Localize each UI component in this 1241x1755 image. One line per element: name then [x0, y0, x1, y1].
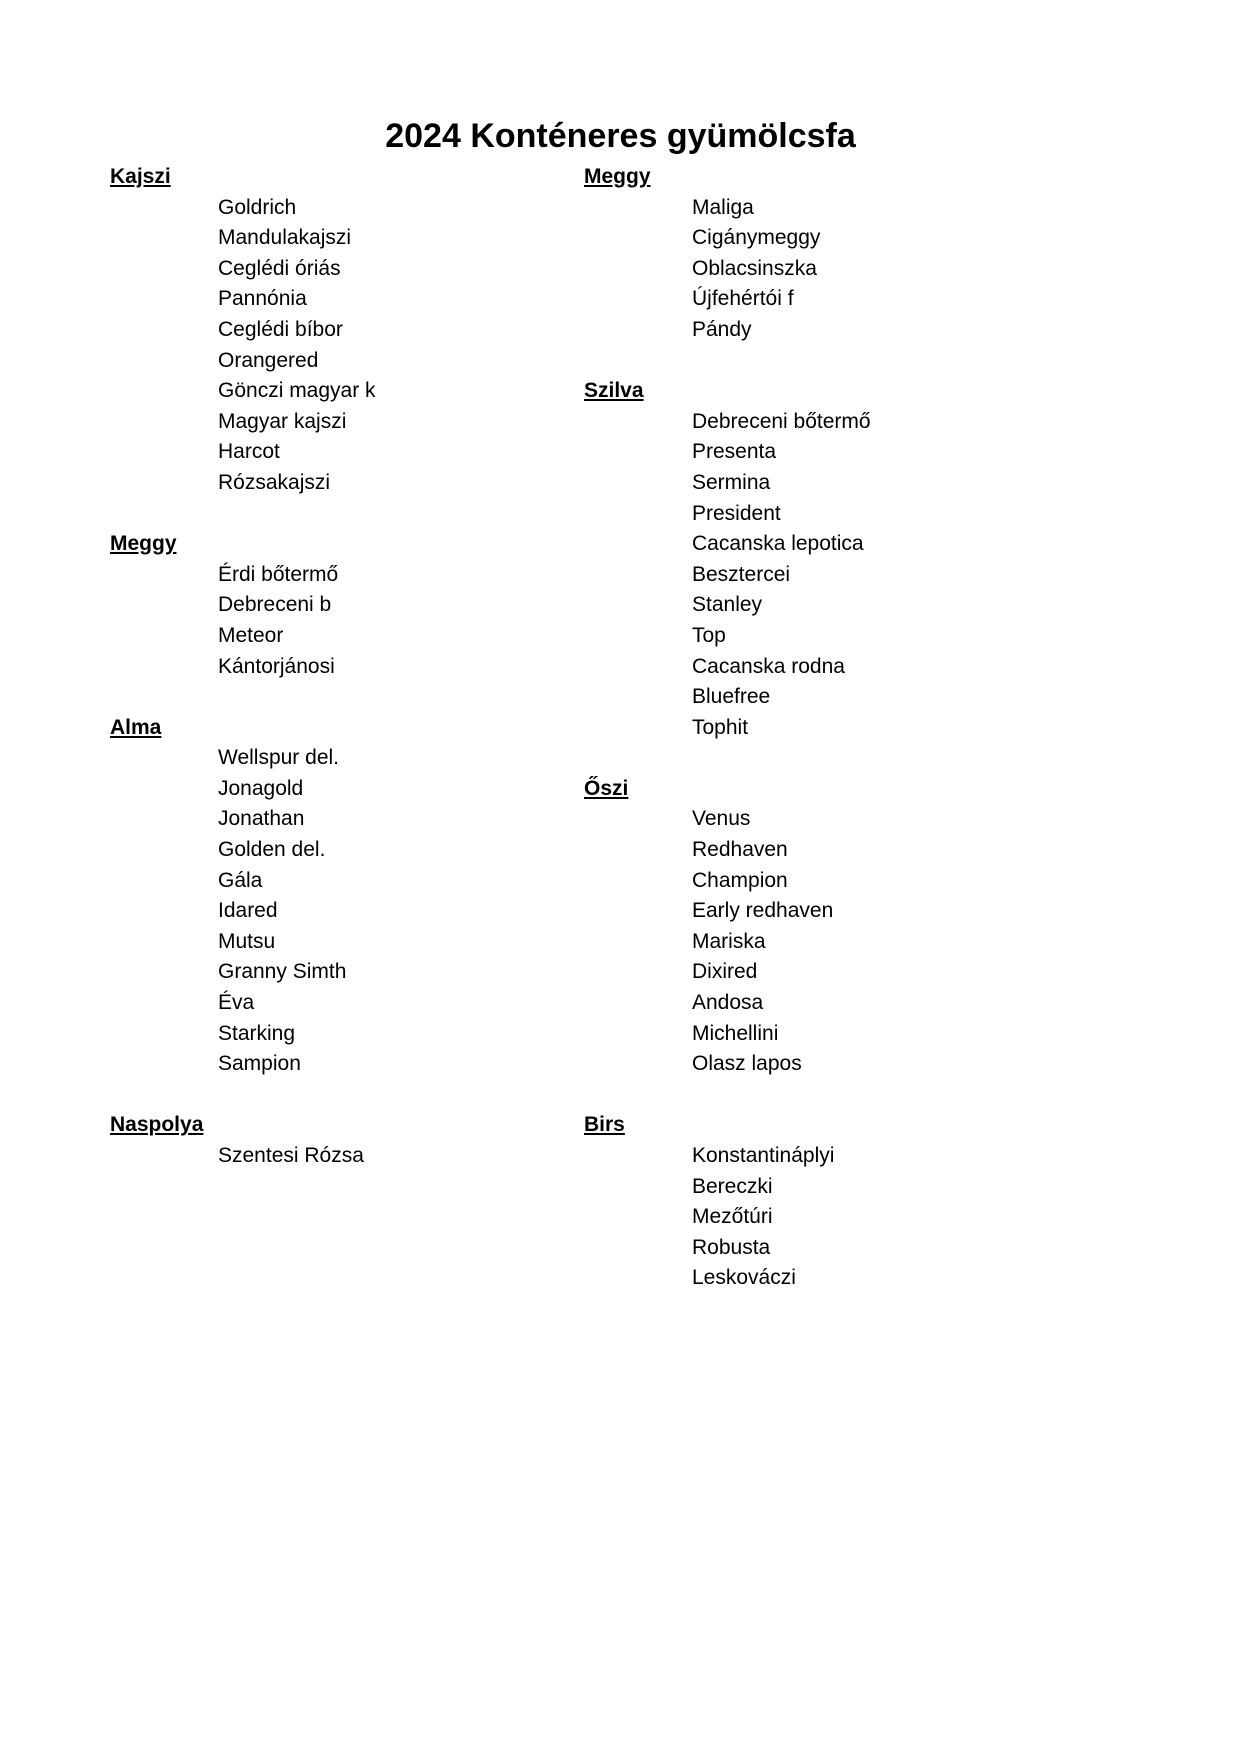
variety-item: Magyar kajszi	[218, 409, 347, 433]
variety-item: Újfehértói f	[692, 287, 794, 311]
variety-item: Meteor	[218, 623, 284, 647]
variety-item: Maliga	[692, 195, 754, 219]
variety-item: Orangered	[218, 348, 319, 372]
variety-item: Cacanska lepotica	[692, 532, 864, 556]
variety-item: Wellspur del.	[218, 746, 339, 770]
variety-item: Jonagold	[218, 776, 304, 800]
variety-item: Ceglédi óriás	[218, 256, 341, 280]
variety-item: Éva	[218, 991, 255, 1015]
category-heading: Naspolya	[110, 1113, 204, 1137]
variety-item: Cigánymeggy	[692, 226, 821, 250]
variety-item: Bereczki	[692, 1174, 773, 1198]
variety-item: Debreceni bőtermő	[692, 409, 871, 433]
variety-item: Sampion	[218, 1052, 301, 1076]
spacer	[110, 499, 570, 530]
spacer	[110, 1080, 570, 1111]
variety-item: Dixired	[692, 960, 758, 984]
variety-item: Mariska	[692, 929, 766, 953]
variety-item: Debreceni b	[218, 593, 332, 617]
variety-item: Pándy	[692, 317, 752, 341]
variety-item: Oblacsinszka	[692, 256, 817, 280]
variety-item: Szentesi Rózsa	[218, 1144, 364, 1167]
variety-item: Presenta	[692, 440, 777, 464]
variety-item: Golden del.	[218, 838, 326, 862]
variety-item: Gönczi magyar k	[218, 379, 376, 403]
spacer	[110, 682, 570, 713]
variety-item: Mandulakajszi	[218, 226, 352, 250]
category-heading: Meggy	[584, 165, 651, 188]
variety-item: Starking	[218, 1021, 296, 1045]
category-heading: Alma	[110, 715, 162, 739]
variety-item: Ceglédi bíbor	[218, 317, 343, 341]
category-heading: Birs	[584, 1113, 625, 1137]
variety-item: Robusta	[692, 1235, 771, 1259]
variety-item: Rózsakajszi	[218, 470, 331, 494]
variety-item: Olasz lapos	[692, 1052, 802, 1076]
variety-item: Redhaven	[692, 838, 788, 862]
variety-item: Besztercei	[692, 562, 791, 586]
variety-item: Mezőtúri	[692, 1205, 773, 1229]
variety-item: Gála	[218, 868, 263, 892]
right-column	[584, 162, 1044, 1294]
variety-item: Leskováczi	[692, 1266, 796, 1290]
variety-item: President	[692, 501, 781, 525]
category-heading: Szilva	[584, 379, 644, 403]
variety-item: Konstantináplyi	[692, 1144, 835, 1167]
variety-item: Early redhaven	[692, 899, 834, 923]
variety-item: Bluefree	[692, 685, 771, 709]
left-column	[110, 162, 570, 1172]
variety-item: Goldrich	[218, 195, 297, 219]
category-heading: Meggy	[110, 532, 177, 556]
variety-item: Champion	[692, 868, 788, 892]
variety-item: Harcot	[218, 440, 280, 464]
variety-item: Jonathan	[218, 807, 305, 831]
variety-item: Michellini	[692, 1021, 779, 1045]
variety-item: Érdi bőtermő	[218, 562, 339, 586]
spacer	[584, 743, 1044, 774]
variety-item: Kántorjánosi	[218, 654, 335, 678]
category-heading: Kajszi	[110, 165, 171, 188]
variety-item: Granny Simth	[218, 960, 347, 984]
variety-item: Venus	[692, 807, 751, 831]
variety-item: Mutsu	[218, 929, 276, 953]
variety-item: Pannónia	[218, 287, 307, 311]
variety-item: Andosa	[692, 991, 764, 1015]
variety-item: Stanley	[692, 593, 763, 617]
spacer	[584, 1080, 1044, 1111]
variety-item: Tophit	[692, 715, 749, 739]
variety-item: Top	[692, 623, 726, 647]
category-heading: Őszi	[584, 776, 629, 800]
variety-item: Cacanska rodna	[692, 654, 845, 678]
variety-item: Sermina	[692, 470, 771, 494]
page-title: 2024 Konténeres gyümölcsfa	[385, 117, 856, 155]
spacer	[584, 346, 1044, 377]
variety-item: Idared	[218, 899, 278, 923]
